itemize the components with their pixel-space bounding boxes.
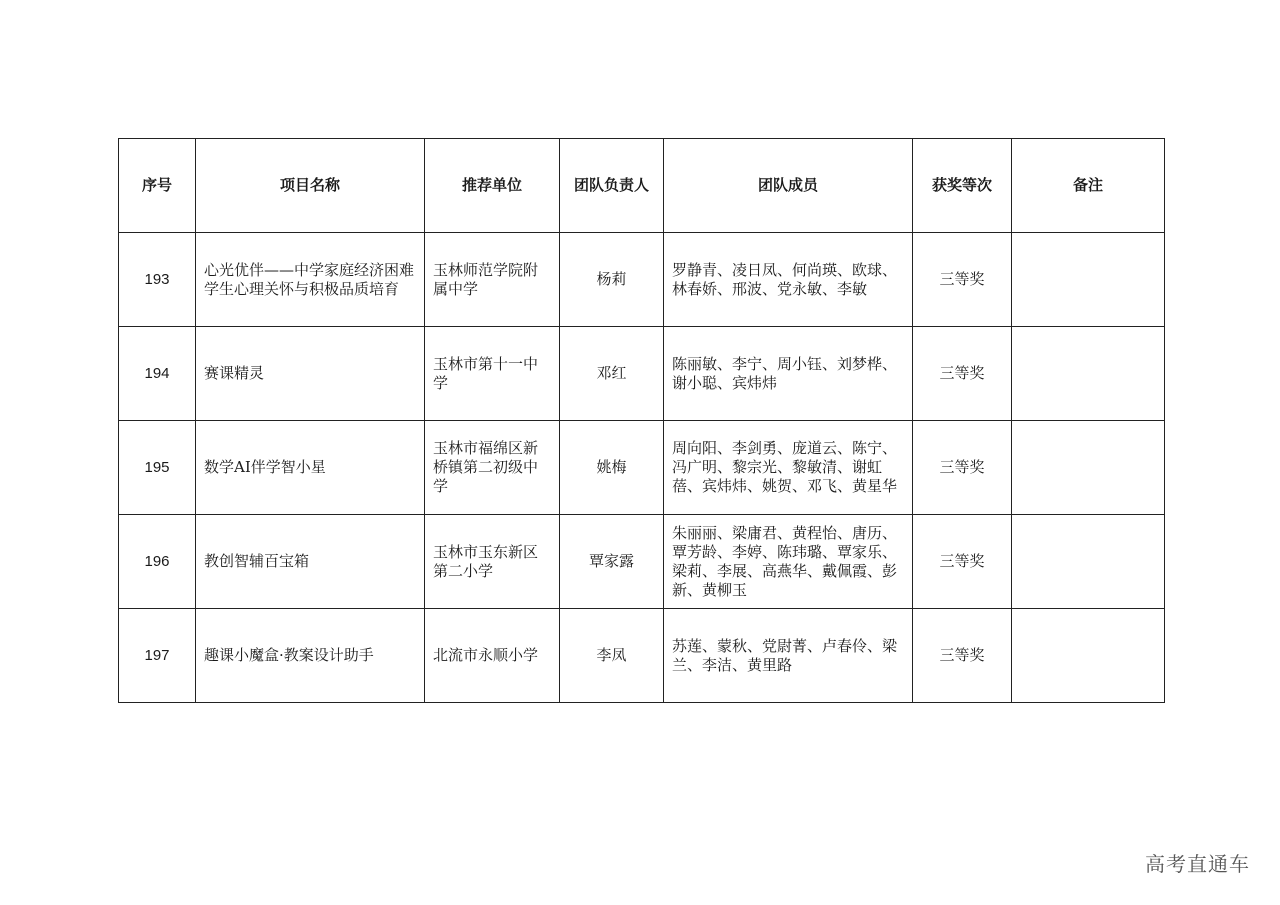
cell-award: 三等奖: [913, 421, 1012, 515]
cell-project: 数学AI伴学智小星: [196, 421, 425, 515]
table-row: [119, 609, 1165, 703]
cell-members: 周向阳、李剑勇、庞道云、陈宁、冯广明、黎宗光、黎敏清、谢虹蓓、宾炜炜、姚贺、邓飞、黄星华: [664, 421, 913, 515]
table-header-row: [119, 139, 1165, 233]
cell-project: 趣课小魔盒·教案设计助手: [196, 609, 425, 703]
header-unit: 推荐单位: [425, 139, 560, 233]
header-project: 项目名称: [196, 139, 425, 233]
table-row: [119, 327, 1165, 421]
cell-unit: 玉林市福绵区新桥镇第二初级中学: [425, 421, 560, 515]
header-members: 团队成员: [664, 139, 913, 233]
cell-members: 陈丽敏、李宁、周小钰、刘梦桦、谢小聪、宾炜炜: [664, 327, 913, 421]
cell-leader: 李凤: [560, 609, 664, 703]
cell-note: [1012, 515, 1165, 609]
cell-unit: 玉林师范学院附属中学: [425, 233, 560, 327]
cell-members: 苏莲、蒙秋、党尉菁、卢春伶、梁兰、李洁、黄里路: [664, 609, 913, 703]
cell-award: 三等奖: [913, 515, 1012, 609]
header-seq: 序号: [119, 139, 196, 233]
cell-leader: 覃家露: [560, 515, 664, 609]
cell-unit: 玉林市第十一中学: [425, 327, 560, 421]
cell-seq: 197: [119, 609, 196, 703]
cell-seq: 196: [119, 515, 196, 609]
cell-leader: 杨莉: [560, 233, 664, 327]
cell-unit: 玉林市玉东新区第二小学: [425, 515, 560, 609]
cell-leader: 邓红: [560, 327, 664, 421]
table-row: [119, 515, 1165, 609]
cell-award: 三等奖: [913, 233, 1012, 327]
cell-award: 三等奖: [913, 609, 1012, 703]
header-note: 备注: [1012, 139, 1165, 233]
cell-note: [1012, 233, 1165, 327]
cell-note: [1012, 609, 1165, 703]
cell-members: 罗静青、凌日凤、何尚瑛、欧球、林春娇、邢波、党永敏、李敏: [664, 233, 913, 327]
cell-seq: 195: [119, 421, 196, 515]
cell-note: [1012, 327, 1165, 421]
cell-award: 三等奖: [913, 327, 1012, 421]
header-leader: 团队负责人: [560, 139, 664, 233]
watermark-text: 高考直通车: [1145, 852, 1250, 876]
cell-project: 教创智辅百宝箱: [196, 515, 425, 609]
cell-project: 心光优伴——中学家庭经济困难学生心理关怀与积极品质培育: [196, 233, 425, 327]
cell-seq: 193: [119, 233, 196, 327]
table-row: [119, 233, 1165, 327]
table-row: [119, 421, 1165, 515]
cell-seq: 194: [119, 327, 196, 421]
cell-leader: 姚梅: [560, 421, 664, 515]
header-award: 获奖等次: [913, 139, 1012, 233]
cell-unit: 北流市永顺小学: [425, 609, 560, 703]
awards-table: [118, 138, 1165, 703]
cell-members: 朱丽丽、梁庸君、黄程怡、唐历、覃芳龄、李婷、陈玮璐、覃家乐、梁莉、李展、高燕华、戴佩霞、彭新、黄柳玉: [664, 515, 913, 609]
cell-project: 赛课精灵: [196, 327, 425, 421]
cell-note: [1012, 421, 1165, 515]
